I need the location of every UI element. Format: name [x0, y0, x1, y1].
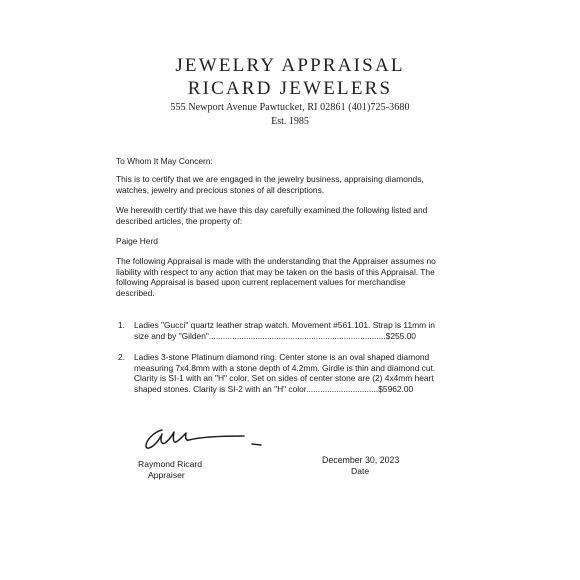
- certify-paragraph: This is to certify that we are engaged in the jewelry business, appraising diamonds, watches, jewelry and precious stones of all descriptions.: [116, 174, 424, 195]
- greeting: To Whom It May Concern:: [116, 156, 213, 166]
- document-title: JEWELRY APPRAISAL: [175, 55, 405, 76]
- business-name: RICARD JEWELERS: [187, 78, 393, 99]
- item-number: 2.: [118, 352, 125, 362]
- herewith-paragraph: We herewith certify that we have this day carefully examined the following listed and described articles, the property of:: [116, 205, 428, 226]
- appraiser-name: Raymond Ricard: [138, 459, 202, 469]
- owner-name: Paige Herd: [116, 236, 158, 246]
- date-label: Date: [351, 466, 370, 476]
- appraisal-terms-paragraph: The following Appraisal is made with the understanding that the Appraiser assumes no liability with respect to any action that may be taken on the basis of this Appraisal. The following Appraisal is based upon current replacement values for merchandise described.: [116, 256, 436, 298]
- business-address: 555 Newport Avenue Pawtucket, RI 02861 (401)725-3680: [170, 102, 410, 113]
- signature-image: [140, 418, 270, 458]
- appraisal-date: December 30, 2023: [322, 455, 400, 465]
- item-description: Ladies "Gucci" quartz leather strap watch. Movement #561.101. Strap is 11mm in size and by "Gilden"............................................................................$255.00: [134, 320, 435, 341]
- established-year: Est. 1985: [271, 116, 309, 127]
- item-description: Ladies 3-stone Platinum diamond ring. Center stone is an oval shaped diamond measuring 7x4.8mm with a stone depth of 4.2mm. Girdle is thin and diamond cut. Clarity is SI-1 with an "H" color. Set on sides of center stone are (2) 4x4mm heart shaped stones. Clarity is SI-2 with an "H" color...............................$5962.00: [134, 352, 436, 394]
- appraiser-title: Appraiser: [148, 470, 185, 480]
- item-number: 1.: [118, 320, 125, 330]
